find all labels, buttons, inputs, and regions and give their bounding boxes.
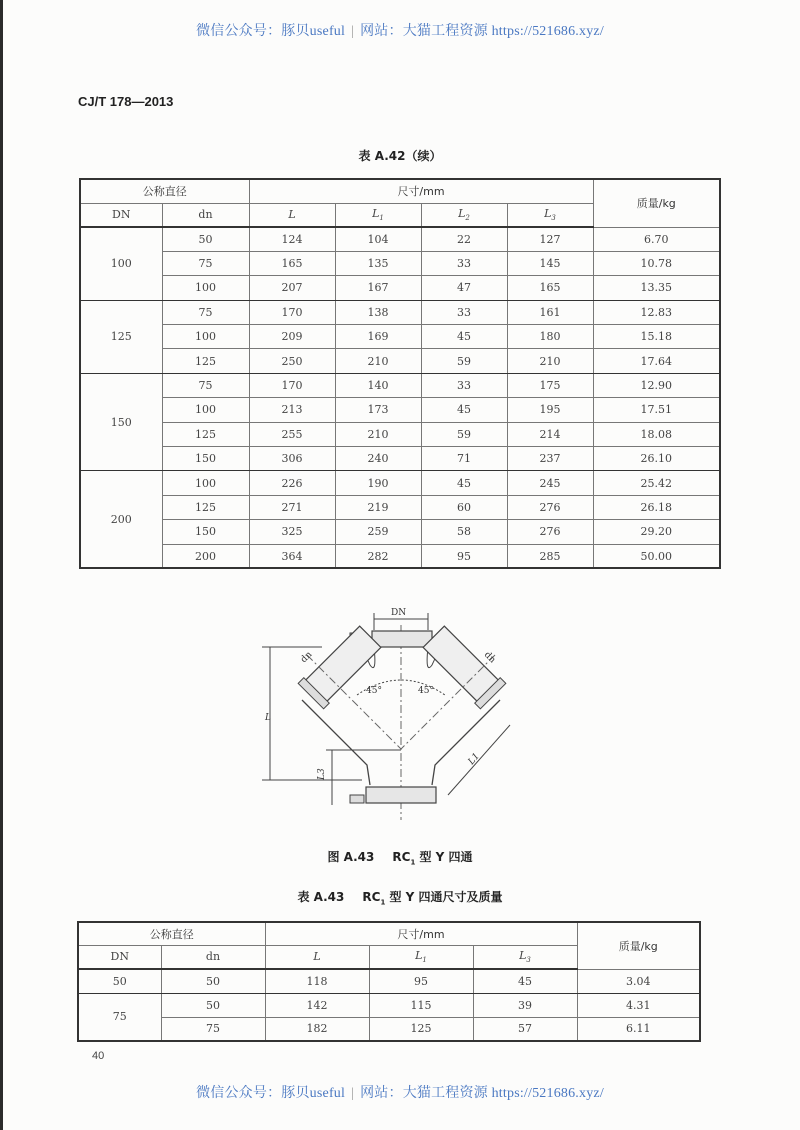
label-dn-left: dn <box>299 649 315 666</box>
cell-L: 306 <box>249 447 335 471</box>
cell-mass: 10.78 <box>593 251 720 275</box>
header-dn: dn <box>162 203 249 227</box>
cell-L1: 169 <box>335 325 421 349</box>
cell-mass: 3.04 <box>577 969 700 993</box>
header-mass: 质量/kg <box>577 922 700 969</box>
label-DN: DN <box>391 608 407 618</box>
figure-a43-caption: 图 A.43 $RC_1$ 型 Y 四通 <box>327 850 473 867</box>
cell-L3: 245 <box>507 471 593 495</box>
cell-L1: 167 <box>335 276 421 300</box>
cell-L: 118 <box>265 969 369 993</box>
cell-L: 226 <box>249 471 335 495</box>
table-a42 <box>79 178 721 569</box>
cell-DN: 150 <box>80 373 162 471</box>
cell-dn: 150 <box>162 447 249 471</box>
cell-dn: 150 <box>162 520 249 544</box>
header-L2: $L_2$ <box>421 203 507 227</box>
cell-dn: 50 <box>161 969 265 993</box>
cell-L: 182 <box>265 1017 369 1041</box>
cell-L2: 71 <box>421 447 507 471</box>
cell-mass: 29.20 <box>593 520 720 544</box>
table-row <box>80 300 720 324</box>
header-dimensions: 尺寸/mm <box>249 179 593 203</box>
cell-DN: 125 <box>80 300 162 373</box>
cell-mass: 13.35 <box>593 276 720 300</box>
cell-L: 170 <box>249 373 335 397</box>
header-mass: 质量/kg <box>593 179 720 227</box>
cell-L2: 58 <box>421 520 507 544</box>
cell-L3: 276 <box>507 520 593 544</box>
watermark-wechat: 微信公众号：豚贝useful <box>196 1086 346 1101</box>
header-nominal-diameter: 公称直径 <box>78 922 265 945</box>
cell-L1: 259 <box>335 520 421 544</box>
cell-L3: 161 <box>507 300 593 324</box>
cell-mass: 6.70 <box>593 227 720 251</box>
table-row <box>78 993 700 1017</box>
cell-dn: 75 <box>162 300 249 324</box>
cell-mass: 25.42 <box>593 471 720 495</box>
cell-mass: 4.31 <box>577 993 700 1017</box>
cell-L: 209 <box>249 325 335 349</box>
cell-mass: 12.83 <box>593 300 720 324</box>
header-L: L <box>265 945 369 969</box>
watermark-separator: | <box>351 1086 355 1101</box>
cell-L2: 45 <box>421 398 507 422</box>
table-row <box>80 520 720 544</box>
label-L1: L1 <box>466 751 482 767</box>
cell-dn: 200 <box>162 544 249 568</box>
cell-mass: 6.11 <box>577 1017 700 1041</box>
label-L: L <box>265 713 271 723</box>
cell-DN: 100 <box>80 227 162 300</box>
cell-L: 250 <box>249 349 335 373</box>
cell-mass: 12.90 <box>593 373 720 397</box>
cell-L3: 285 <box>507 544 593 568</box>
cell-dn: 100 <box>162 276 249 300</box>
label-L3: L3 <box>317 768 327 780</box>
header-L1: $L_1$ <box>335 203 421 227</box>
cell-L: 142 <box>265 993 369 1017</box>
cell-mass: 26.18 <box>593 495 720 519</box>
table-a43-caption: 表 A.43 $RC_1$ 型 Y 四通尺寸及质量 <box>297 890 503 907</box>
watermark-wechat: 微信公众号：豚贝useful <box>196 24 346 39</box>
cell-mass: 17.64 <box>593 349 720 373</box>
cell-L: 207 <box>249 276 335 300</box>
cell-L1: 219 <box>335 495 421 519</box>
cell-L3: 175 <box>507 373 593 397</box>
cell-mass: 17.51 <box>593 398 720 422</box>
header-L1: $L_1$ <box>369 945 473 969</box>
cell-L2: 95 <box>421 544 507 568</box>
page-number: 40 <box>92 1050 105 1062</box>
cell-L3: 214 <box>507 422 593 446</box>
header-dn: dn <box>161 945 265 969</box>
cell-L2: 33 <box>421 300 507 324</box>
standard-code: CJ/T 178—2013 <box>78 94 174 109</box>
cell-dn: 50 <box>161 993 265 1017</box>
cell-L1: 190 <box>335 471 421 495</box>
cell-mass: 50.00 <box>593 544 720 568</box>
label-dn-right: dn <box>481 650 498 666</box>
cell-L: 213 <box>249 398 335 422</box>
table-row <box>80 447 720 471</box>
cell-L: 170 <box>249 300 335 324</box>
cell-L3: 145 <box>507 251 593 275</box>
cell-L2: 33 <box>421 373 507 397</box>
cell-L1: 104 <box>335 227 421 251</box>
cell-L3: 45 <box>473 969 577 993</box>
cell-mass: 18.08 <box>593 422 720 446</box>
cell-DN: 50 <box>78 969 161 993</box>
table-row <box>80 325 720 349</box>
cell-L3: 276 <box>507 495 593 519</box>
label-angle-right: 45° <box>418 686 434 696</box>
cell-L1: 210 <box>335 349 421 373</box>
cell-dn: 75 <box>161 1017 265 1041</box>
cell-L: 364 <box>249 544 335 568</box>
table-row <box>78 1017 700 1041</box>
cell-dn: 100 <box>162 471 249 495</box>
header-L3: $L_3$ <box>473 945 577 969</box>
cell-dn: 50 <box>162 227 249 251</box>
cell-L1: 135 <box>335 251 421 275</box>
cell-dn: 75 <box>162 251 249 275</box>
cell-L: 325 <box>249 520 335 544</box>
cell-L: 124 <box>249 227 335 251</box>
table-row <box>80 422 720 446</box>
header-dimensions: 尺寸/mm <box>265 922 577 945</box>
cell-L3: 165 <box>507 276 593 300</box>
header-L: L <box>249 203 335 227</box>
page-edge <box>0 0 3 1130</box>
table-row <box>80 495 720 519</box>
cell-DN: 200 <box>80 471 162 569</box>
header-DN: DN <box>78 945 161 969</box>
table-a42-caption: 表 A.42（续） <box>358 149 442 163</box>
cell-L1: 173 <box>335 398 421 422</box>
table-row <box>80 349 720 373</box>
watermark-site-link[interactable]: 网站：大猫工程资源 https://521686.xyz/ <box>360 1086 604 1101</box>
cell-L3: 39 <box>473 993 577 1017</box>
table-row <box>80 227 720 251</box>
cell-L1: 282 <box>335 544 421 568</box>
table-row <box>80 471 720 495</box>
cell-L: 165 <box>249 251 335 275</box>
watermark-top <box>0 20 800 40</box>
cell-L: 255 <box>249 422 335 446</box>
cell-L1: 115 <box>369 993 473 1017</box>
cell-L1: 138 <box>335 300 421 324</box>
cell-L3: 195 <box>507 398 593 422</box>
cell-L2: 60 <box>421 495 507 519</box>
label-angle-left: 45° <box>366 686 382 696</box>
cell-L3: 180 <box>507 325 593 349</box>
cell-dn: 125 <box>162 422 249 446</box>
cell-L1: 140 <box>335 373 421 397</box>
table-row <box>78 969 700 993</box>
cell-dn: 75 <box>162 373 249 397</box>
cell-L2: 33 <box>421 251 507 275</box>
header-DN: DN <box>80 203 162 227</box>
cell-dn: 100 <box>162 325 249 349</box>
watermark-separator: | <box>351 24 355 39</box>
cell-mass: 15.18 <box>593 325 720 349</box>
table-row <box>80 276 720 300</box>
cell-L1: 240 <box>335 447 421 471</box>
header-L3: $L_3$ <box>507 203 593 227</box>
y-cross-drawing <box>262 595 542 820</box>
cell-L3: 237 <box>507 447 593 471</box>
cell-L2: 22 <box>421 227 507 251</box>
cell-L2: 47 <box>421 276 507 300</box>
table-row <box>80 373 720 397</box>
cell-dn: 100 <box>162 398 249 422</box>
cell-L: 271 <box>249 495 335 519</box>
header-nominal-diameter: 公称直径 <box>80 179 249 203</box>
cell-L3: 57 <box>473 1017 577 1041</box>
cell-L3: 127 <box>507 227 593 251</box>
cell-L1: 125 <box>369 1017 473 1041</box>
cell-mass: 26.10 <box>593 447 720 471</box>
table-a43 <box>77 921 701 1042</box>
table-row <box>80 544 720 568</box>
cell-L2: 59 <box>421 422 507 446</box>
cell-L2: 45 <box>421 471 507 495</box>
cell-L2: 45 <box>421 325 507 349</box>
cell-dn: 125 <box>162 349 249 373</box>
watermark-site-link[interactable]: 网站：大猫工程资源 https://521686.xyz/ <box>360 24 604 39</box>
cell-L3: 210 <box>507 349 593 373</box>
watermark-bottom <box>0 1082 800 1102</box>
cell-DN: 75 <box>78 993 161 1041</box>
cell-L1: 95 <box>369 969 473 993</box>
cell-dn: 125 <box>162 495 249 519</box>
table-row <box>80 398 720 422</box>
cell-L1: 210 <box>335 422 421 446</box>
cell-L2: 59 <box>421 349 507 373</box>
table-row <box>80 251 720 275</box>
